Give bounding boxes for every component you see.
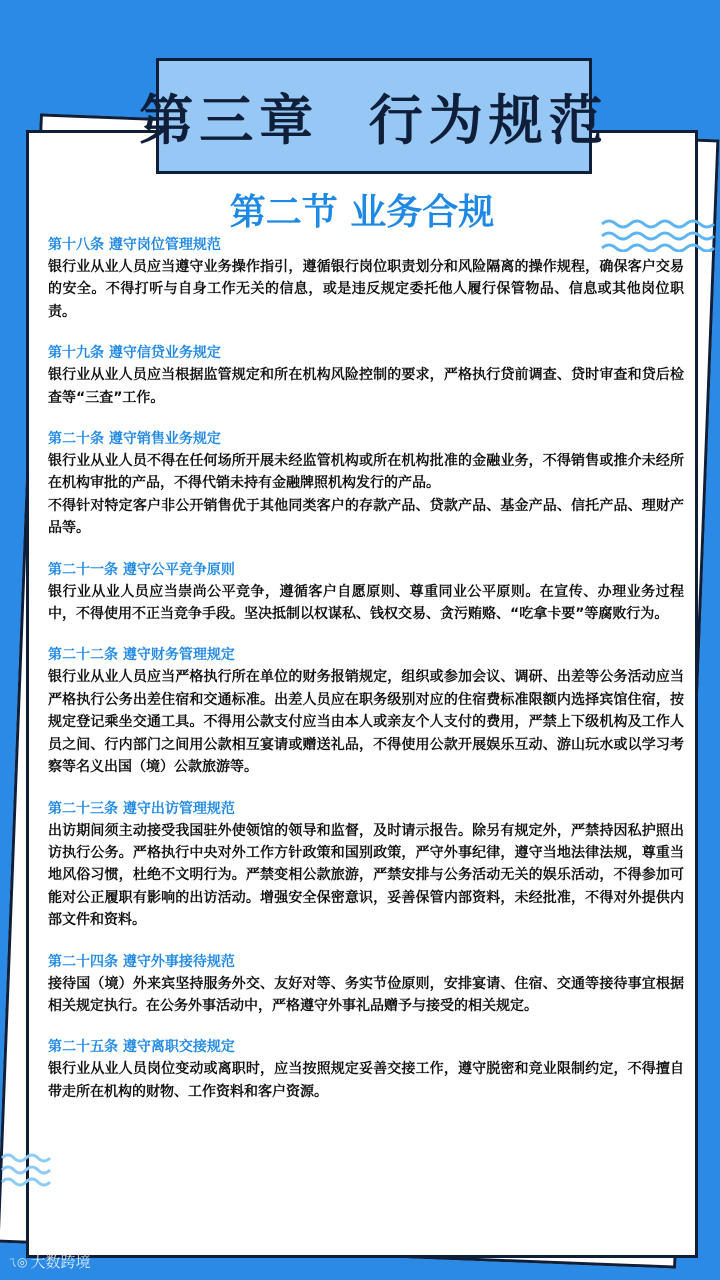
articles-list [48, 234, 684, 1122]
article-title: 第十九条 遵守信贷业务规定 [48, 345, 221, 362]
chapter-title: 第三章 行为规范 [139, 88, 609, 152]
article-body [48, 973, 684, 1018]
article-body [48, 666, 684, 778]
article-item [48, 428, 684, 540]
article-body [48, 820, 684, 932]
watermark-text: 大数跨境 [30, 1254, 91, 1271]
article-paragraph: 银行业从业人员应当遵守业务操作指引，遵循银行岗位职责划分和风险隔离的操作规程，确保客户交易的安全。不得打听与自身工作无关的信息，或是违反规定委托他人履行保管物品、信息或其他岗位职责。 [48, 259, 684, 320]
article-title: 第二十三条 遵守出访管理规范 [48, 800, 235, 817]
article-paragraph: 接待国（境）外来宾坚持服务外交、友好对等、务实节俭原则，安排宴请、住宿、交通等接待事宜根据相关规定执行。在公务外事活动中，严格遵守外事礼品赠予与接受的相关规定。 [48, 975, 684, 1014]
article-title: 第二十五条 遵守离职交接规定 [48, 1039, 235, 1056]
article-item [48, 559, 684, 626]
article-title: 第二十条 遵守销售业务规定 [48, 431, 221, 448]
article-item [48, 234, 684, 323]
article-body [48, 450, 684, 540]
article-item [48, 798, 684, 932]
article-body [48, 364, 684, 409]
watermark [6, 1251, 91, 1272]
article-paragraph: 银行业从业人员岗位变动或离职时，应当按照规定妥善交接工作，遵守脱密和竞业限制约定，不得擅自带走所在机构的财物、工作资料和客户资源。 [48, 1061, 684, 1100]
article-paragraph: 银行业从业人员应当崇尚公平竞争，遵循客户自愿原则、尊重同业公平原则。在宣传、办理业务过程中，不得使用不正当竞争手段。坚决抵制以权谋私、钱权交易、贪污贿赂、“吃拿卡要”等腐败行为。 [48, 583, 684, 623]
wave-decoration-top-right-icon [598, 216, 720, 252]
chapter-title-box [139, 58, 609, 174]
article-paragraph: 不得针对特定客户非公开销售优于其他同类客户的存款产品、贷款产品、基金产品、信托产品、理财产品等。 [48, 497, 684, 537]
article-item [48, 1036, 684, 1103]
wave-decoration-bottom-left-icon [0, 1150, 60, 1190]
article-paragraph: 银行业从业人员应当严格执行所在单位的财务报销规定，组织或参加会议、调研、出差等公务活动应当严格执行公务出差住宿和交通标准。出差人员应在职务级别对应的住宿费标准限额内选择宾馆住宿，按规定登记乘坐交通工具。不得用公款支付应当由本人或亲友个人支付的费用，严禁上下级机构及工作人员之间、行内部门之间用公款相互宴请或赠送礼品，不得使用公款开展娱乐互动、游山玩水或以学习考察等名义出国（境）公款旅游等。 [48, 669, 684, 776]
article-title: 第二十四条 遵守外事接待规范 [48, 953, 235, 970]
article-item [48, 951, 684, 1018]
article-item [48, 644, 684, 778]
article-body [48, 256, 684, 323]
section-title: 第二节 业务合规 [229, 192, 495, 233]
article-title: 第二十二条 遵守财务管理规定 [48, 647, 235, 664]
article-paragraph: 出访期间须主动接受我国驻外使领馆的领导和监督，及时请示报告。除另有规定外，严禁持因私护照出访执行公务。严格执行中央对外工作方针政策和国别政策，严守外事纪律，遵守当地法律法规，尊重当地风俗习惯，杜绝不文明行为。严禁变相公款旅游，严禁安排与公务活动无关的娱乐活动，不得参加可能对公正履职有影响的出访活动。增强安全保密意识，妥善保管内部资料，未经批准，不得对外提供内部文件和资料。 [48, 822, 684, 929]
article-title: 第二十一条 遵守公平竞争原则 [48, 561, 235, 578]
article-paragraph: 银行业从业人员应当根据监管规定和所在机构风险控制的要求，严格执行贷前调查、贷时审查和贷后检查等“三查”工作。 [48, 367, 684, 406]
article-title: 第十八条 遵守岗位管理规范 [48, 237, 221, 253]
article-item [48, 342, 684, 409]
article-paragraph: 银行业从业人员不得在任何场所开展未经监管机构或所在机构批准的金融业务，不得销售或推介未经所在机构审批的产品，不得代销未持有金融牌照机构发行的产品。 [48, 453, 684, 492]
watermark-logo-icon: ㄟ◎ [6, 1255, 27, 1269]
article-body [48, 1058, 684, 1103]
article-body [48, 581, 684, 626]
